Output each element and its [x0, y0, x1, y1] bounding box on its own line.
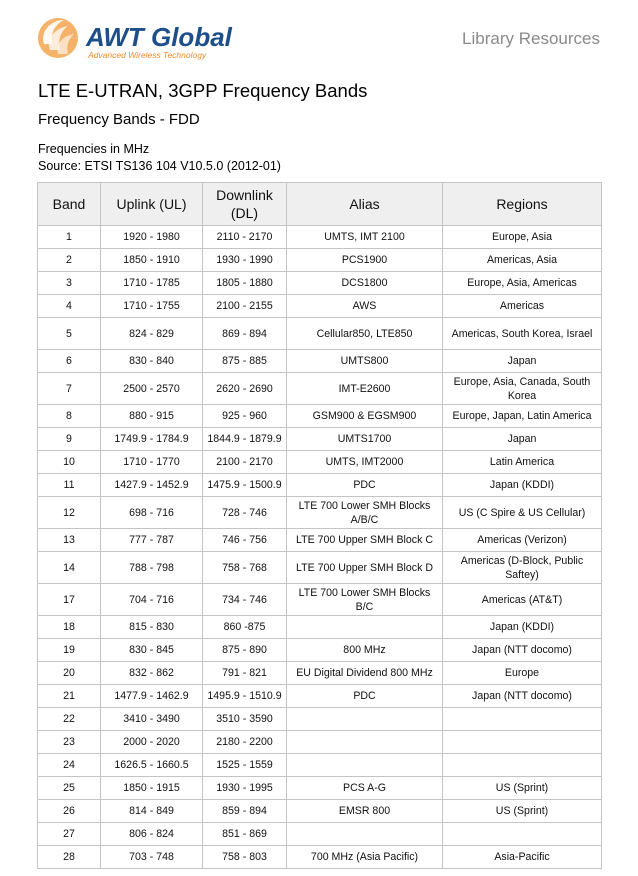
- downlink-cell: 875 - 885: [203, 350, 287, 373]
- table-row: [38, 295, 602, 318]
- regions-cell: Europe, Asia, Canada, South Korea: [443, 373, 602, 405]
- downlink-cell: 1805 - 1880: [203, 272, 287, 295]
- downlink-cell: 2180 - 2200: [203, 731, 287, 754]
- band-cell: 17: [38, 584, 101, 616]
- band-cell: 26: [38, 800, 101, 823]
- uplink-cell: 698 - 716: [101, 497, 203, 529]
- table-row: [38, 731, 602, 754]
- band-cell: 5: [38, 318, 101, 350]
- uplink-cell: 788 - 798: [101, 552, 203, 584]
- table-row: [38, 662, 602, 685]
- units-note: Frequencies in MHz: [38, 142, 150, 156]
- table-row: [38, 708, 602, 731]
- uplink-cell: 1710 - 1755: [101, 295, 203, 318]
- alias-cell: PCS1900: [287, 249, 443, 272]
- alias-cell: EU Digital Dividend 800 MHz: [287, 662, 443, 685]
- col-header-uplink: Uplink (UL): [101, 183, 203, 226]
- band-cell: 21: [38, 685, 101, 708]
- uplink-cell: 703 - 748: [101, 846, 203, 869]
- col-header-downlink: Downlink (DL): [203, 183, 287, 226]
- downlink-cell: 2110 - 2170: [203, 226, 287, 249]
- downlink-cell: 2100 - 2155: [203, 295, 287, 318]
- uplink-cell: 1850 - 1915: [101, 777, 203, 800]
- regions-cell: Americas, Asia: [443, 249, 602, 272]
- regions-cell: Japan (NTT docomo): [443, 685, 602, 708]
- band-cell: 18: [38, 616, 101, 639]
- regions-cell: Asia-Pacific: [443, 846, 602, 869]
- uplink-cell: 824 - 829: [101, 318, 203, 350]
- table-row: [38, 777, 602, 800]
- alias-cell: [287, 754, 443, 777]
- band-cell: 3: [38, 272, 101, 295]
- table-row: [38, 226, 602, 249]
- page-subtitle: Frequency Bands - FDD: [38, 111, 200, 128]
- table-row: [38, 823, 602, 846]
- alias-cell: [287, 731, 443, 754]
- band-cell: 8: [38, 405, 101, 428]
- regions-cell: Japan: [443, 428, 602, 451]
- band-cell: 6: [38, 350, 101, 373]
- regions-cell: Americas (D-Block, Public Saftey): [443, 552, 602, 584]
- downlink-cell: 2620 - 2690: [203, 373, 287, 405]
- alias-cell: LTE 700 Lower SMH Blocks A/B/C: [287, 497, 443, 529]
- alias-cell: PCS A-G: [287, 777, 443, 800]
- band-cell: 22: [38, 708, 101, 731]
- downlink-cell: 758 - 768: [203, 552, 287, 584]
- table-row: [38, 405, 602, 428]
- downlink-cell: 1844.9 - 1879.9: [203, 428, 287, 451]
- table-row: [38, 318, 602, 350]
- alias-cell: UMTS, IMT2000: [287, 451, 443, 474]
- table-row: [38, 616, 602, 639]
- uplink-cell: 830 - 840: [101, 350, 203, 373]
- band-cell: 19: [38, 639, 101, 662]
- alias-cell: [287, 708, 443, 731]
- downlink-cell: 875 - 890: [203, 639, 287, 662]
- band-cell: 7: [38, 373, 101, 405]
- band-cell: 24: [38, 754, 101, 777]
- regions-cell: Americas (AT&T): [443, 584, 602, 616]
- table-row: [38, 552, 602, 584]
- downlink-cell: 1930 - 1990: [203, 249, 287, 272]
- regions-cell: Japan (NTT docomo): [443, 639, 602, 662]
- table-row: [38, 685, 602, 708]
- band-cell: 1: [38, 226, 101, 249]
- uplink-cell: 1427.9 - 1452.9: [101, 474, 203, 497]
- regions-cell: US (Sprint): [443, 800, 602, 823]
- table-row: [38, 846, 602, 869]
- regions-cell: US (Sprint): [443, 777, 602, 800]
- alias-cell: LTE 700 Upper SMH Block D: [287, 552, 443, 584]
- svg-text:Advanced Wireless Technology: Advanced Wireless Technology: [88, 50, 207, 60]
- band-cell: 23: [38, 731, 101, 754]
- table-row: [38, 529, 602, 552]
- alias-cell: Cellular850, LTE850: [287, 318, 443, 350]
- downlink-cell: 859 - 894: [203, 800, 287, 823]
- uplink-cell: 2500 - 2570: [101, 373, 203, 405]
- uplink-cell: 777 - 787: [101, 529, 203, 552]
- band-cell: 9: [38, 428, 101, 451]
- alias-cell: AWS: [287, 295, 443, 318]
- band-cell: 27: [38, 823, 101, 846]
- page-header: [0, 0, 638, 72]
- alias-cell: GSM900 & EGSM900: [287, 405, 443, 428]
- downlink-cell: 851 - 869: [203, 823, 287, 846]
- regions-cell: Americas (Verizon): [443, 529, 602, 552]
- regions-cell: Europe, Asia: [443, 226, 602, 249]
- downlink-cell: 791 - 821: [203, 662, 287, 685]
- table-row: [38, 474, 602, 497]
- downlink-cell: 2100 - 2170: [203, 451, 287, 474]
- table-row: [38, 451, 602, 474]
- band-cell: 4: [38, 295, 101, 318]
- uplink-cell: 830 - 845: [101, 639, 203, 662]
- regions-cell: Europe, Asia, Americas: [443, 272, 602, 295]
- alias-cell: PDC: [287, 685, 443, 708]
- logo-swirl-icon: [38, 18, 78, 58]
- regions-cell: Japan (KDDI): [443, 616, 602, 639]
- alias-cell: UMTS, IMT 2100: [287, 226, 443, 249]
- uplink-cell: 832 - 862: [101, 662, 203, 685]
- svg-text:AWT Global: AWT Global: [86, 22, 232, 52]
- table-row: [38, 584, 602, 616]
- regions-cell: Latin America: [443, 451, 602, 474]
- band-cell: 2: [38, 249, 101, 272]
- downlink-cell: 728 - 746: [203, 497, 287, 529]
- alias-cell: LTE 700 Upper SMH Block C: [287, 529, 443, 552]
- alias-cell: EMSR 800: [287, 800, 443, 823]
- downlink-cell: 746 - 756: [203, 529, 287, 552]
- page-title: LTE E-UTRAN, 3GPP Frequency Bands: [38, 80, 368, 101]
- band-cell: 20: [38, 662, 101, 685]
- band-cell: 12: [38, 497, 101, 529]
- band-cell: 11: [38, 474, 101, 497]
- regions-cell: Japan (KDDI): [443, 474, 602, 497]
- downlink-cell: 869 - 894: [203, 318, 287, 350]
- downlink-cell: 3510 - 3590: [203, 708, 287, 731]
- regions-cell: [443, 731, 602, 754]
- table-row: [38, 272, 602, 295]
- regions-cell: Americas: [443, 295, 602, 318]
- source-note: Source: ETSI TS136 104 V10.5.0 (2012-01): [38, 159, 281, 173]
- table-row: [38, 800, 602, 823]
- uplink-cell: 806 - 824: [101, 823, 203, 846]
- downlink-cell: 1930 - 1995: [203, 777, 287, 800]
- uplink-cell: 815 - 830: [101, 616, 203, 639]
- alias-cell: IMT-E2600: [287, 373, 443, 405]
- band-cell: 28: [38, 846, 101, 869]
- alias-cell: [287, 616, 443, 639]
- col-header-band: Band: [38, 183, 101, 226]
- downlink-cell: 734 - 746: [203, 584, 287, 616]
- alias-cell: LTE 700 Lower SMH Blocks B/C: [287, 584, 443, 616]
- downlink-cell: 1495.9 - 1510.9: [203, 685, 287, 708]
- regions-cell: [443, 708, 602, 731]
- library-resources-link[interactable]: Library Resources: [462, 29, 600, 48]
- uplink-cell: 1710 - 1785: [101, 272, 203, 295]
- uplink-cell: 1710 - 1770: [101, 451, 203, 474]
- uplink-cell: 1749.9 - 1784.9: [101, 428, 203, 451]
- band-cell: 14: [38, 552, 101, 584]
- alias-cell: PDC: [287, 474, 443, 497]
- band-cell: 13: [38, 529, 101, 552]
- alias-cell: UMTS800: [287, 350, 443, 373]
- downlink-cell: 1525 - 1559: [203, 754, 287, 777]
- table-row: [38, 249, 602, 272]
- table-row: [38, 754, 602, 777]
- downlink-cell: 860 -875: [203, 616, 287, 639]
- uplink-cell: 1626.5 - 1660.5: [101, 754, 203, 777]
- regions-cell: [443, 754, 602, 777]
- alias-cell: UMTS1700: [287, 428, 443, 451]
- table-row: [38, 497, 602, 529]
- uplink-cell: 814 - 849: [101, 800, 203, 823]
- table-row: [38, 639, 602, 662]
- uplink-cell: 2000 - 2020: [101, 731, 203, 754]
- uplink-cell: 1850 - 1910: [101, 249, 203, 272]
- col-header-alias: Alias: [287, 183, 443, 226]
- alias-cell: DCS1800: [287, 272, 443, 295]
- col-header-regions: Regions: [443, 183, 602, 226]
- regions-cell: Americas, South Korea, Israel: [443, 318, 602, 350]
- frequency-bands-table: [37, 182, 602, 869]
- table-row: [38, 373, 602, 405]
- band-cell: 10: [38, 451, 101, 474]
- awt-global-logo: [36, 14, 256, 64]
- regions-cell: US (C Spire & US Cellular): [443, 497, 602, 529]
- downlink-cell: 925 - 960: [203, 405, 287, 428]
- table-row: [38, 350, 602, 373]
- regions-cell: [443, 823, 602, 846]
- alias-cell: 700 MHz (Asia Pacific): [287, 846, 443, 869]
- alias-cell: 800 MHz: [287, 639, 443, 662]
- alias-cell: [287, 823, 443, 846]
- uplink-cell: 3410 - 3490: [101, 708, 203, 731]
- table-row: [38, 428, 602, 451]
- downlink-cell: 1475.9 - 1500.9: [203, 474, 287, 497]
- regions-cell: Japan: [443, 350, 602, 373]
- table-header-row: [38, 183, 602, 226]
- regions-cell: Europe, Japan, Latin America: [443, 405, 602, 428]
- uplink-cell: 704 - 716: [101, 584, 203, 616]
- uplink-cell: 880 - 915: [101, 405, 203, 428]
- downlink-cell: 758 - 803: [203, 846, 287, 869]
- band-cell: 25: [38, 777, 101, 800]
- regions-cell: Europe: [443, 662, 602, 685]
- uplink-cell: 1477.9 - 1462.9: [101, 685, 203, 708]
- uplink-cell: 1920 - 1980: [101, 226, 203, 249]
